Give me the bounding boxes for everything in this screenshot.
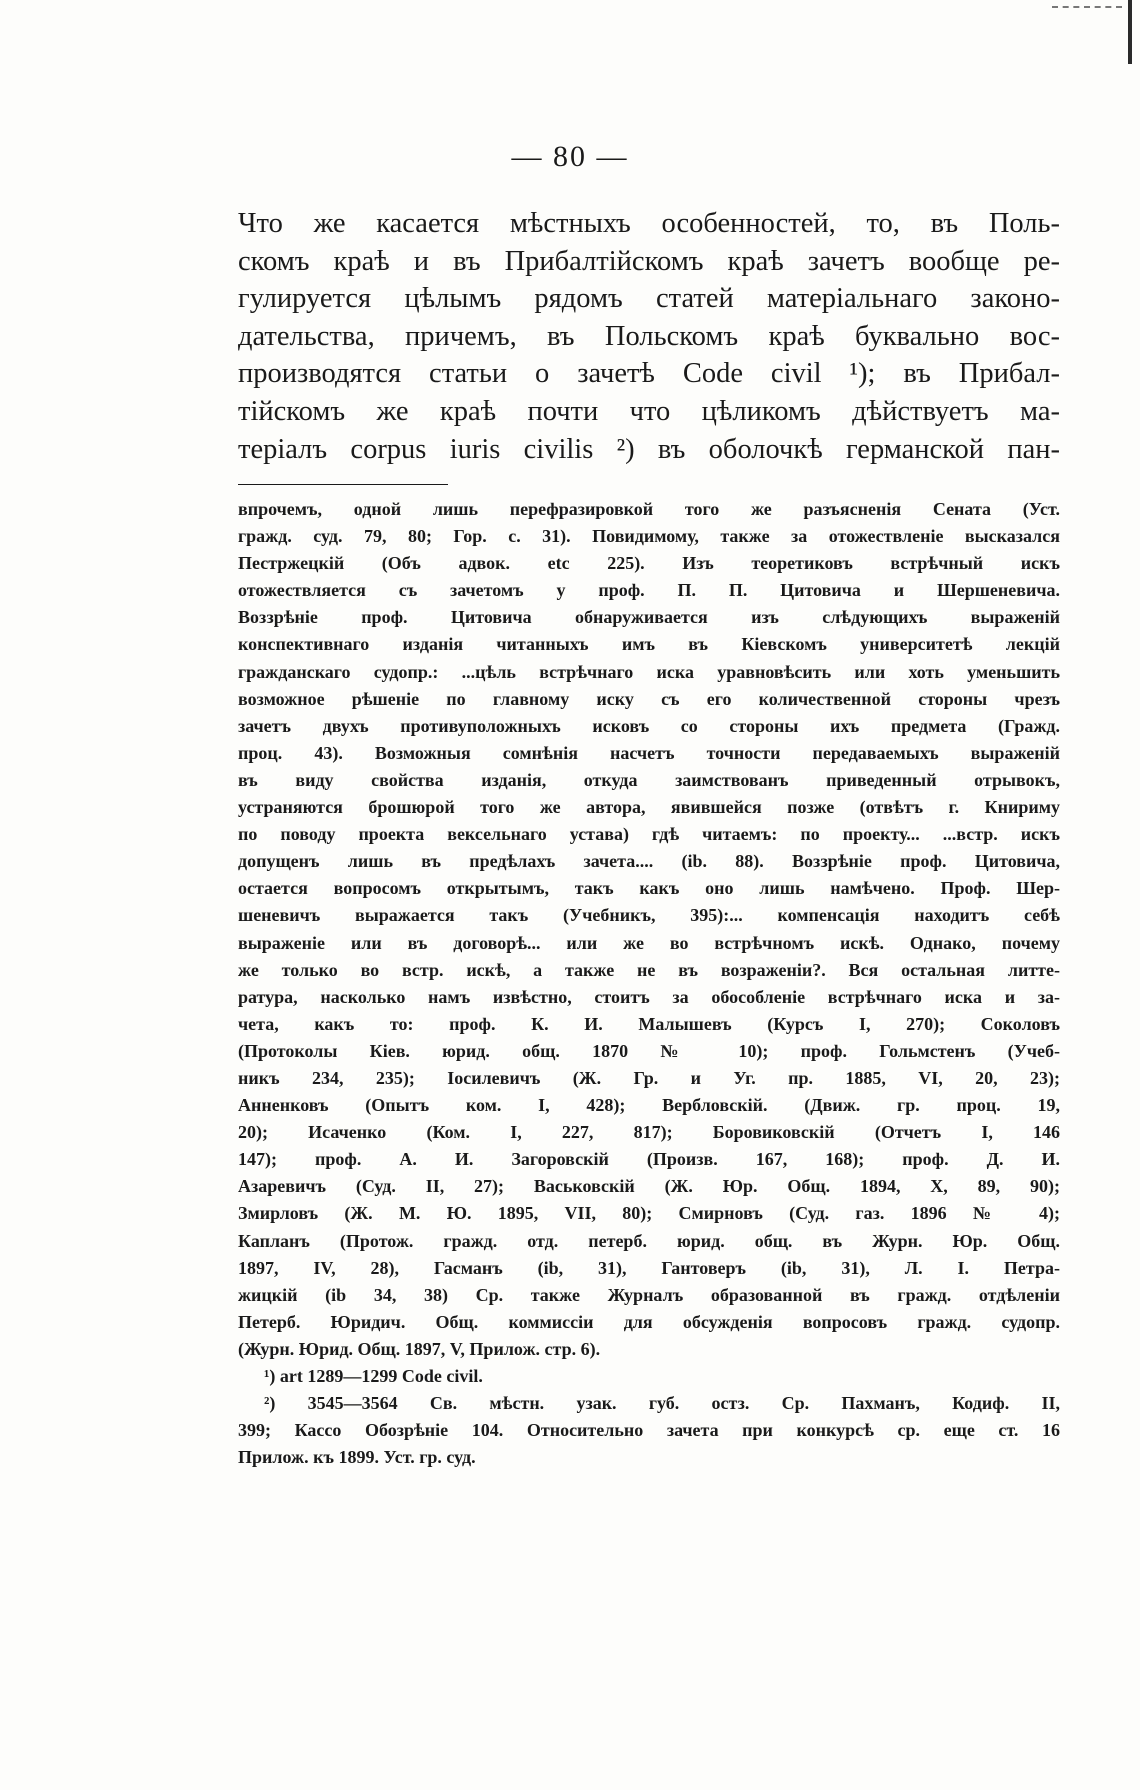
- footnote-line: гражд. суд. 79, 80; Гор. с. 31). Повидимому, также за отожествленіе высказался: [238, 526, 1060, 547]
- footnote-list: [238, 1363, 1060, 1471]
- footnote-line: устраняются брошюрой того же автора, явившейся позже (отвѣтъ г. Книриму: [238, 797, 1060, 818]
- footnote-line: чета, какъ то: проф. К. И. Малышевъ (Курсъ I, 270); Соколовъ: [238, 1013, 1060, 1034]
- footnote-2: ²) 3545—3564 Св. мѣстн. узак. губ. остз. Ср. Пахманъ, Кодиф. II,: [264, 1393, 1060, 1414]
- footnote-line: шеневичъ выражается такъ (Учебникъ, 395):... компенсація находитъ себѣ: [238, 905, 1060, 926]
- footnote-line: Змирловъ (Ж. М. Ю. 1895, VII, 80); Смирновъ (Суд. газ. 1896 № 4);: [238, 1203, 1060, 1224]
- footnote-line: Азаревичъ (Суд. II, 27); Васьковскій (Ж. Юр. Общ. 1894, X, 89, 90);: [238, 1176, 1060, 1197]
- footnote-line: (Протоколы Кіев. юрид. общ. 1870 № 10); проф. Гольмстенъ (Учеб-: [238, 1040, 1060, 1061]
- footnote-line: возможное рѣшеніе по главному иску съ его количественной стороны чрезъ: [238, 688, 1060, 709]
- main-paragraph: [238, 205, 1060, 468]
- footnote-line: жицкій (ib 34, 38) Ср. также Журналъ образованной въ гражд. отдѣленіи: [238, 1284, 1060, 1305]
- footnote-line: 20); Исаченко (Ком. I, 227, 817); Боровиковскій (Отчетъ I, 146: [238, 1122, 1060, 1143]
- footnote-line: Воззрѣніе проф. Цитовича обнаруживается изъ слѣдующихъ выраженій: [238, 607, 1060, 628]
- footnote-line: никъ 234, 235); Іосилевичъ (Ж. Гр. и Уг. пр. 1885, VI, 20, 23);: [238, 1067, 1060, 1088]
- footnote-line: впрочемъ, одной лишь перефразировкой того же разъясненія Сената (Уст.: [238, 499, 1060, 519]
- main-text-line: скомъ краѣ и въ Прибалтійскомъ краѣ зачетъ вообще ре-: [238, 245, 1060, 277]
- footnote-line: проц. 43). Возможныя сомнѣнія насчетъ точности передаваемыхъ выраженій: [238, 742, 1060, 763]
- footnote-line: отожествляется съ зачетомъ у проф. П. П. Цитовича и Шершеневича.: [238, 580, 1060, 601]
- footnote-separator: [238, 484, 448, 485]
- footnote-line: выраженіе или въ договорѣ... или же во встрѣчномъ искѣ. Однако, почему: [238, 932, 1060, 953]
- page-number: — 80 —: [511, 140, 629, 173]
- main-text-line: тійскомъ же краѣ почти что цѣликомъ дѣйствуетъ ма-: [238, 395, 1060, 427]
- main-text-line: Что же касается мѣстныхъ особенностей, то, въ Поль-: [238, 208, 1060, 239]
- footnote-1: ¹) art 1289—1299 Code civil.: [264, 1366, 483, 1386]
- footnote-line: (Журн. Юрид. Общ. 1897, V, Прилож. стр. 6).: [238, 1338, 601, 1359]
- footnote-2-line: 399; Кассо Обозрѣніе 104. Относительно зачета при конкурсѣ ср. еще ст. 16: [238, 1420, 1060, 1441]
- footnotes-block: [238, 496, 1060, 1471]
- footnote-line: ратура, насколько намъ извѣстно, стоитъ за обособленіе встрѣчнаго иска и за-: [238, 986, 1060, 1007]
- footnote-continuation: [238, 496, 1060, 1363]
- footnote-line: Петерб. Юридич. Общ. коммиссіи для обсужденія вопросовъ гражд. судопр.: [238, 1311, 1060, 1332]
- footnote-line: Капланъ (Протож. гражд. отд. петерб. юрид. общ. въ Журн. Юр. Общ.: [238, 1230, 1060, 1251]
- footnote-line: допущенъ лишь въ предѣлахъ зачета.... (ib. 88). Воззрѣніе проф. Цитовича,: [238, 851, 1060, 872]
- main-text-line: производятся статьи о зачетѣ Code civil ¹); въ Прибал-: [238, 358, 1060, 390]
- main-text-line: гулируется цѣлымъ рядомъ статей матеріальнаго законо-: [238, 283, 1060, 315]
- footnote-line: Пестржецкій (Объ адвок. etc 225). Изъ теоретиковъ встрѣчный искъ: [238, 553, 1060, 574]
- footnote-line: 1897, IV, 28), Гасманъ (ib, 31), Гантоверъ (ib, 31), Л. І. Петра-: [238, 1257, 1060, 1278]
- footnote-line: 147); проф. А. И. Загоровскій (Произв. 167, 168); проф. Д. И.: [238, 1149, 1060, 1170]
- footnote-line: по поводу проекта вексельнаго устава) гдѣ читаемъ: по проекту... ...встр. искъ: [238, 824, 1060, 845]
- footnote-line: же только во встр. искѣ, а также не въ возраженіи?. Вся остальная литте-: [238, 959, 1060, 980]
- footnote-line: конспективнаго изданія читанныхъ имъ въ Кіевскомъ университетѣ лекцій: [238, 634, 1060, 655]
- footnote-2-line: Прилож. къ 1899. Уст. гр. суд.: [238, 1447, 476, 1468]
- footnote-line: въ виду свойства изданія, откуда заимствованъ приведенный отрывокъ,: [238, 769, 1060, 790]
- footnote-line: остается вопросомъ открытымъ, такъ какъ оно лишь намѣчено. Проф. Шер-: [238, 878, 1060, 899]
- scan-edge-bar: [1128, 0, 1132, 64]
- footnote-line: гражданскаго судопр.: ...цѣль встрѣчнаго иска уравновѣсить или хоть уменьшить: [238, 661, 1060, 682]
- main-text-line: дательства, причемъ, въ Польскомъ краѣ буквально вос-: [238, 320, 1060, 352]
- footnote-line: Анненковъ (Опытъ ком. I, 428); Вербловскій. (Движ. гр. проц. 19,: [238, 1095, 1060, 1116]
- footnote-line: зачетъ двухъ противуположныхъ исковъ со стороны ихъ предмета (Гражд.: [238, 715, 1060, 736]
- scan-edge-mark: [1052, 6, 1122, 10]
- main-text-line: теріалъ corpus iuris civilis ²) въ оболочкѣ германской пан-: [238, 433, 1060, 465]
